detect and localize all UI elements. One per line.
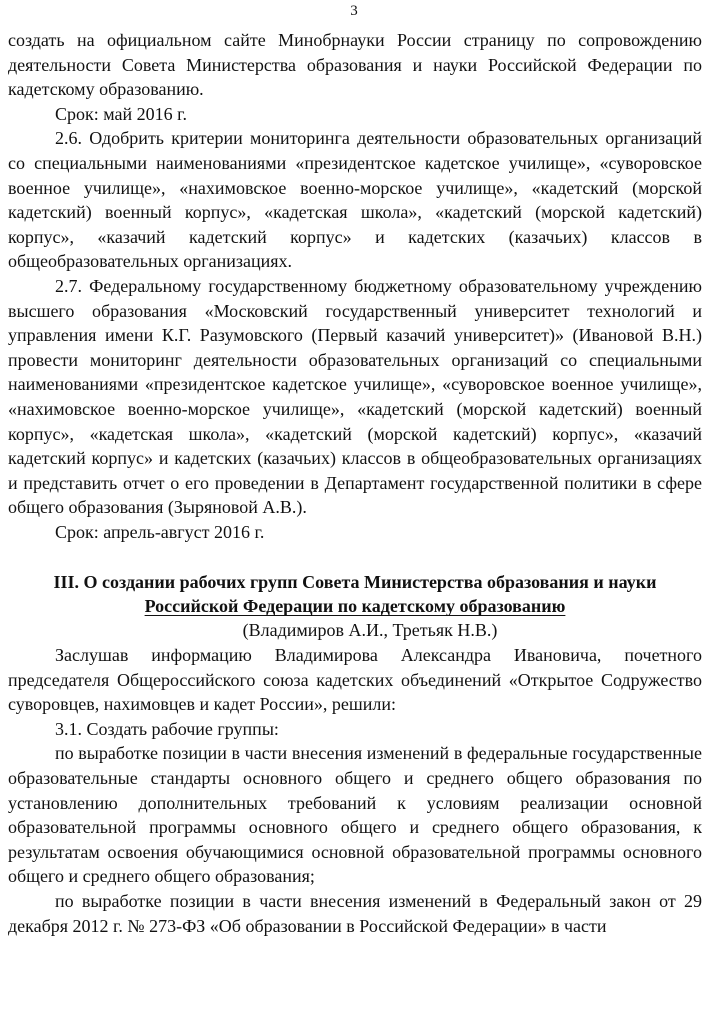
paragraph-3-1: 3.1. Создать рабочие группы: [55,718,279,739]
paragraph-2-7: 2.7. Федеральному государственному бюджетному образовательному учреждению высшего образования «Московский государственный университет технологий и управления имени К.Г. Разумовского (Первый казачий университет)» (Ивановой В.Н.) провести мониторинг деятельности образовательных организаций со специальными наименованиями «президентское кадетское училище», «суворовское военное училище», «нахимовское военно-морское училище», «кадетский (морской кадетский) военный корпус», «кадетская школа», «кадетский (морской кадетский) корпус», «казачий кадетский корпус» и кадетских (казачьих) классов в общеобразовательных организациях и представить отчет о его проведении в Департамент государственной политики в сфере общего образования (Зыряновой А.В.). [8,275,702,518]
deadline-may-2016: Срок: май 2016 г. [55,103,187,124]
paragraph-working-group-law: по выработке позиции в части внесения изменений в Федеральный закон от 29 декабря 2012 г. № 273-ФЗ «Об образовании в Российской Федерации» в части [8,891,702,936]
section-title-line-2: Российской Федерации по кадетскому образованию [144,596,566,617]
page-number: 3 [350,3,358,19]
paragraph-working-group-standards: по выработке позиции в части внесения изменений в федеральные государственные образовательные стандарты основного общего и среднего общего образования по установлению дополнительных требований к условиям реализации основной образовательной программы основного общего и среднего общего образования, к результатам освоения обучающимися основной образовательной программы основного общего и среднего общего образования; [8,743,702,887]
section-3-title [8,570,702,618]
deadline-april-august-2016: Срок: апрель-август 2016 г. [55,521,265,542]
paragraph-2-6: 2.6. Одобрить критерии мониторинга деятельности образовательных организаций со специальными наименованиями «президентское кадетское училище», «суворовское военное училище», «нахимовское военно-морское училище», «кадетский (морской кадетский) военный корпус», «кадетская школа», «кадетский (морской кадетский) корпус», «казачий кадетский корпус» и кадетских (казачьих) классов в общеобразовательных организациях. [8,128,702,272]
document-body [8,28,702,938]
section-responsible: (Владимиров А.И., Третьяк Н.В.) [242,620,498,641]
paragraph-website-page: создать на официальном сайте Минобрнауки России страницу по сопровождению деятельности Совета Министерства образования и науки Российской Федерации по кадетскому образованию. [8,30,702,100]
paragraph-heard-information: Заслушав информацию Владимирова Александра Ивановича, почетного председателя Общероссийского союза кадетских объединений «Открытое Содружество суворовцев, нахимовцев и кадет России», решили: [8,645,702,715]
section-title-line-1: III. О создании рабочих групп Совета Министерства образования и науки [53,572,657,593]
